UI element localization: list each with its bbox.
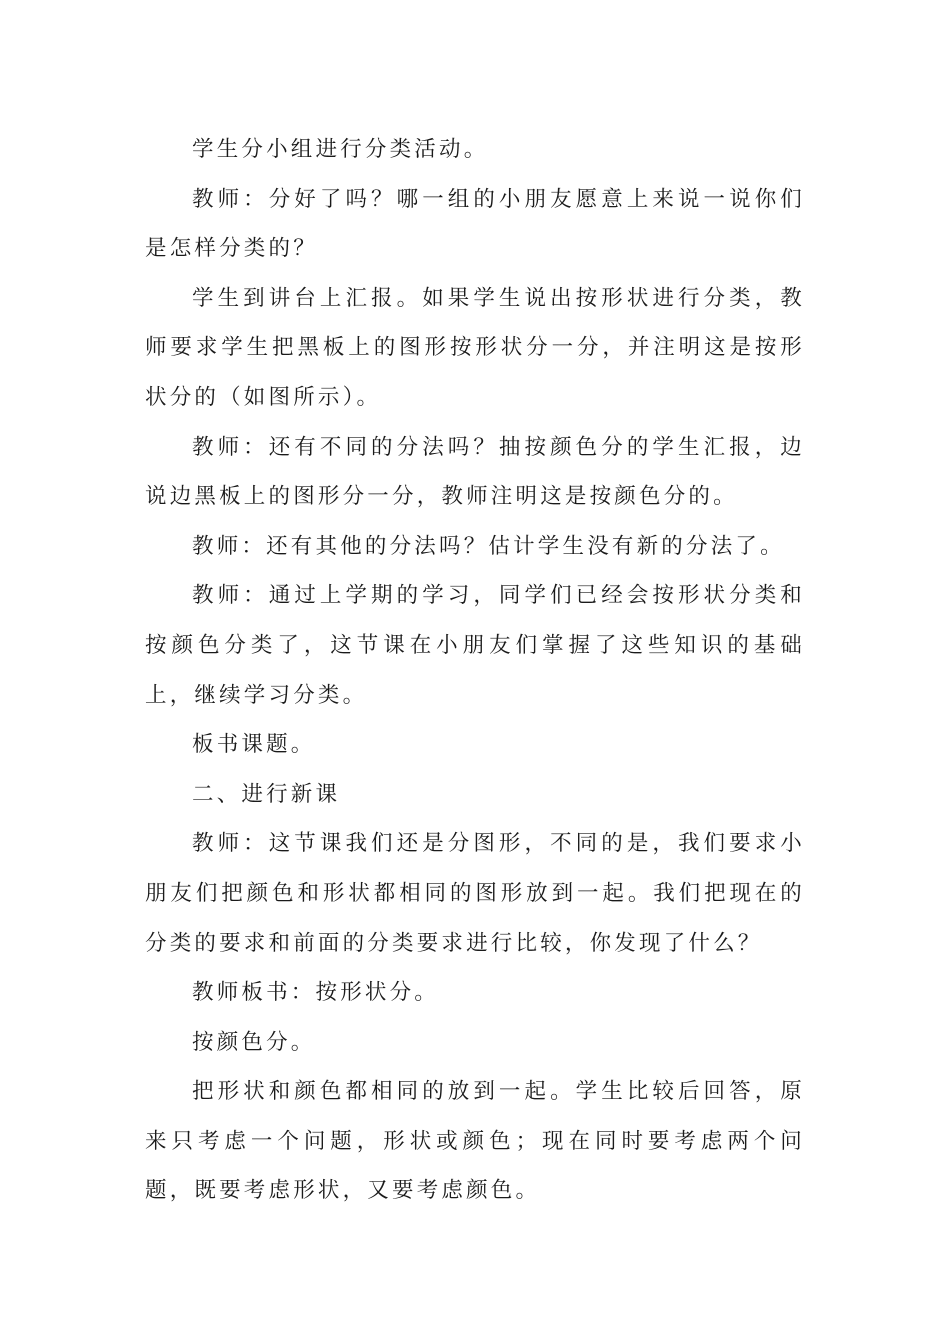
paragraph-new-requirement: 教师：这节课我们还是分图形，不同的是，我们要求小朋友们把颜色和形状都相同的图形放到一起。我们把现在的分类的要求和前面的分类要求进行比较，你发现了什么？ [145, 831, 805, 956]
paragraph-review: 教师：通过上学期的学习，同学们已经会按形状分类和按颜色分类了，这节课在小朋友们掌握了这些知识的基础上，继续学习分类。 [145, 583, 805, 708]
document-body [145, 125, 805, 1216]
paragraph-teacher-question: 教师：分好了吗？哪一组的小朋友愿意上来说一说你们是怎样分类的？ [145, 186, 805, 262]
paragraph-student-report-shape: 学生到讲台上汇报。如果学生说出按形状进行分类，教师要求学生把黑板上的图形按形状分一分，并注明这是按形状分的（如图所示）。 [145, 285, 805, 410]
paragraph-activity: 学生分小组进行分类活动。 [192, 137, 489, 162]
paragraph-comparison: 把形状和颜色都相同的放到一起。学生比较后回答，原来只考虑一个问题，形状或颜色；现在同时要考虑两个问题，既要考虑形状，又要考虑颜色。 [145, 1079, 805, 1204]
section-heading-new-lesson: 二、进行新课 [192, 781, 341, 807]
paragraph-board-shape: 教师板书：按形状分。 [192, 980, 440, 1006]
paragraph-board-color: 按颜色分。 [192, 1029, 316, 1055]
paragraph-student-report-color: 教师：还有不同的分法吗？抽按颜色分的学生汇报，边说边黑板上的图形分一分，教师注明这是按颜色分的。 [145, 434, 805, 510]
paragraph-other-methods: 教师：还有其他的分法吗？估计学生没有新的分法了。 [192, 533, 785, 559]
paragraph-board-title: 板书课题。 [192, 732, 316, 758]
